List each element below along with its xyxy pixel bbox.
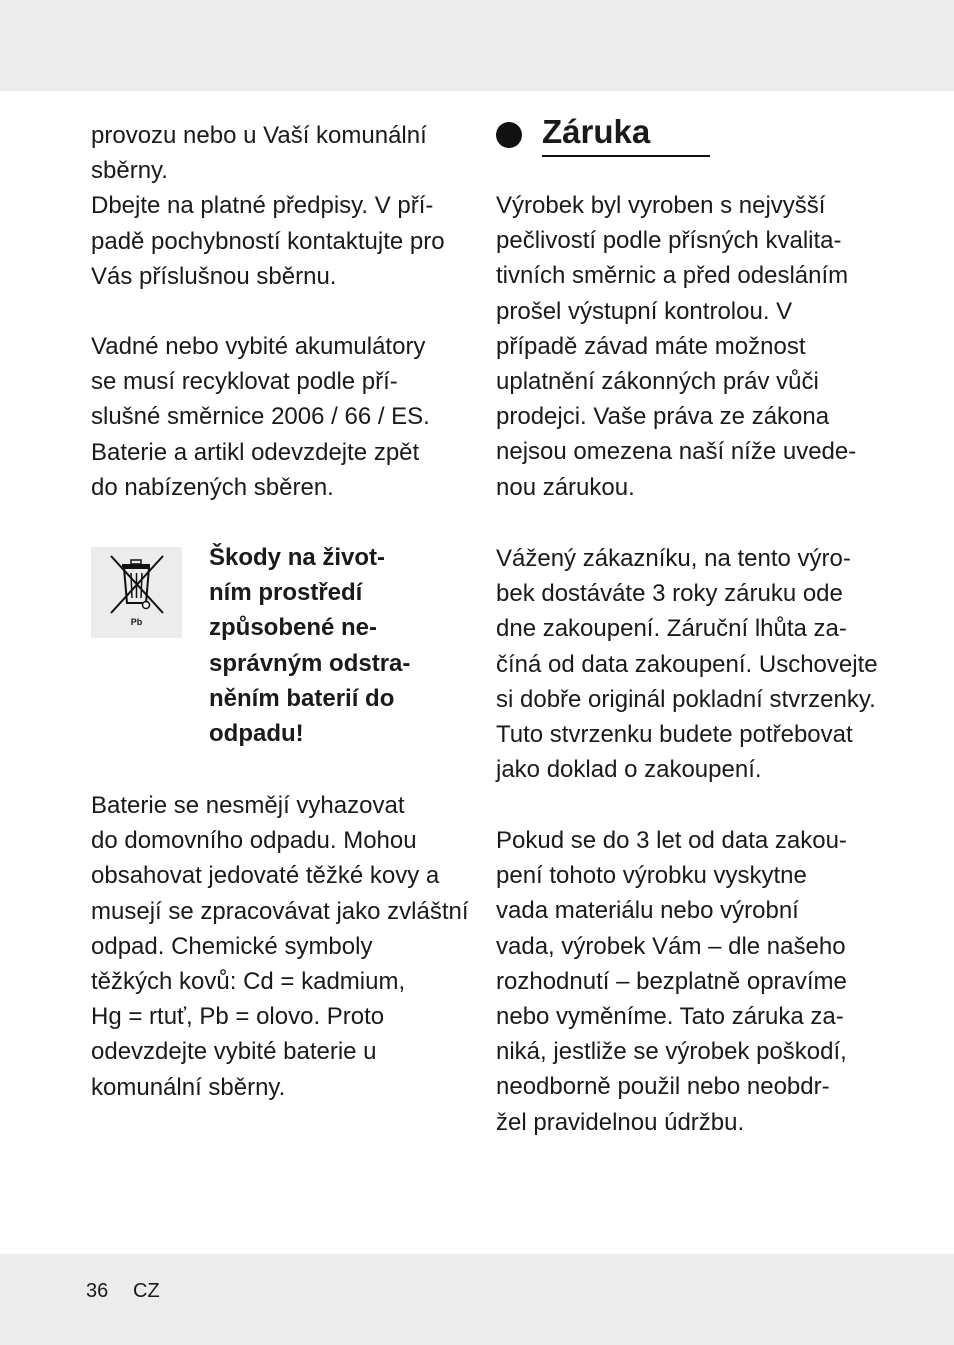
text-line: padě pochybností kontaktujte pro [91, 227, 445, 255]
text-line: nou zárukou. [496, 473, 635, 501]
text-line: obsahovat jedovaté těžké kovy a [91, 862, 440, 890]
crossed-out-wheeled-bin-icon [91, 547, 182, 638]
text-line: jako doklad o zakoupení. [496, 756, 762, 784]
text-line: do domovního odpadu. Mohou [91, 827, 417, 855]
right-paragraph-2 [496, 541, 878, 787]
text-line: číná od data zakoupení. Uschovejte [496, 650, 878, 678]
section-title: Záruka [542, 113, 651, 150]
heading-line: něním baterií do [209, 684, 395, 712]
text-line: Výrobek byl vyroben s nejvyšší [496, 192, 826, 219]
text-line: žel pravidelnou údržbu. [496, 1108, 745, 1136]
header-band [0, 0, 954, 91]
text-line: musejí se zpracovávat jako zvláštní [91, 897, 469, 925]
pb-label: Pb [130, 617, 143, 627]
text-line: nebo vyměníme. Tato záruka za- [496, 1003, 844, 1031]
text-line: provozu nebo u Vaší komunální [91, 122, 427, 149]
text-line: tivních směrnic a před odesláním [496, 262, 849, 290]
heading-line: správným odstra- [209, 649, 411, 677]
text-line: nejsou omezena naší níže uvede- [496, 438, 857, 466]
title-underline [542, 155, 710, 157]
text-line: odpad. Chemické symboly [91, 932, 373, 960]
text-line: rozhodnutí – bezplatně opravíme [496, 967, 847, 995]
text-line: Vadné nebo vybité akumulátory [91, 333, 426, 360]
text-line: bek dostáváte 3 roky záruku ode [496, 580, 843, 608]
text-line: Vážený zákazníku, na tento výro- [496, 545, 851, 572]
text-line: Dbejte na platné předpisy. V pří- [91, 192, 434, 220]
right-paragraph-3 [496, 823, 847, 1140]
text-line: si dobře originál pokladní stvrzenky. [496, 685, 876, 713]
text-line: Pokud se do 3 let od data zakou- [496, 827, 847, 854]
battery-warning-heading [209, 540, 410, 751]
text-line: pení tohoto výrobku vyskytne [496, 862, 807, 890]
text-line: niká, jestliže se výrobek poškodí, [496, 1038, 847, 1066]
heading-line: odpadu! [209, 720, 304, 748]
text-line: odevzdejte vybité baterie u [91, 1038, 377, 1066]
text-line: uplatnění zákonných práv vůči [496, 368, 819, 396]
text-line: Tuto stvrzenku budete potřebovat [496, 721, 853, 749]
text-line: prošel výstupní kontrolou. V [496, 297, 793, 325]
text-line: neodborně použil nebo neobdr- [496, 1073, 830, 1101]
text-line: Baterie se nesmějí vyhazovat [91, 792, 405, 819]
text-line: vada, výrobek Vám – dle našeho [496, 932, 846, 960]
heading-line: Škody na život- [209, 544, 386, 571]
heading-line: ním prostředí [209, 579, 363, 607]
text-line: dne zakoupení. Záruční lhůta za- [496, 615, 847, 643]
text-line: komunální sběrny. [91, 1073, 286, 1101]
left-paragraph-3 [91, 788, 469, 1105]
left-paragraph-2 [91, 329, 430, 505]
text-line: se musí recyklovat podle pří- [91, 368, 398, 396]
heading-line: způsobené ne- [209, 614, 378, 642]
text-line: případě závad máte možnost [496, 332, 806, 360]
page-number: 36 [86, 1280, 109, 1302]
left-paragraph-1 [91, 118, 445, 294]
text-line: prodejci. Vaše práva ze zákona [496, 403, 830, 431]
bullet-icon [496, 122, 522, 148]
text-line: pečlivostí podle přísných kvalita- [496, 227, 842, 255]
text-line: sběrny. [91, 157, 168, 185]
text-line: Hg = rtuť, Pb = olovo. Proto [91, 1003, 385, 1031]
text-line: těžkých kovů: Cd = kadmium, [91, 968, 406, 996]
language-code: CZ [133, 1280, 160, 1302]
text-line: do nabízených sběren. [91, 473, 334, 501]
text-line: vada materiálu nebo výrobní [496, 897, 799, 925]
text-line: slušné směrnice 2006 / 66 / ES. [91, 403, 430, 431]
right-paragraph-1 [496, 188, 856, 505]
text-line: Baterie a artikl odevzdejte zpět [91, 438, 420, 466]
text-line: Vás příslušnou sběrnu. [91, 262, 337, 290]
